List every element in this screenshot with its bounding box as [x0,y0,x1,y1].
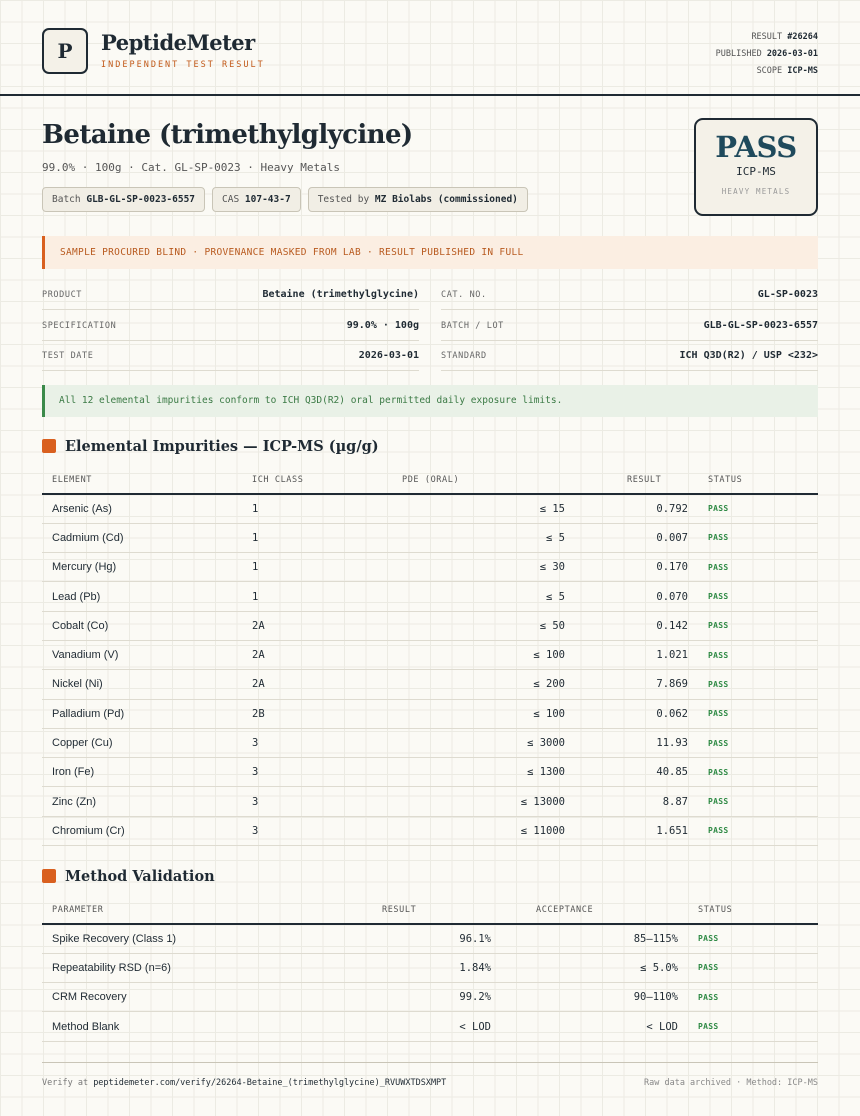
result-number: #26264 [787,32,818,42]
impurity-element: Palladium (Pd) [42,699,242,728]
validation-acceptance: 85–115% [491,924,678,953]
impurity-class: 3 [242,816,342,845]
impurity-pde: ≤ 100 [342,640,565,669]
impurity-result: 0.170 [565,553,688,582]
impurity-status: PASS [688,787,818,816]
verdict-method: ICP-MS [736,165,776,178]
impurity-result: 40.85 [565,758,688,787]
brand-name: PeptideMeter [101,30,255,55]
info-value: 2026-03-01 [358,350,419,361]
cas-chip [212,187,301,212]
impurity-result: 0.070 [565,582,688,611]
info-label: TEST DATE [42,351,94,361]
impurity-result: 0.007 [565,523,688,552]
impurity-status: PASS [688,728,818,757]
validation-row [42,953,818,982]
impurity-row [42,611,818,640]
impurity-result: 0.792 [565,494,688,523]
provenance-banner: SAMPLE PROCURED BLIND · PROVENANCE MASKED FROM LAB · RESULT PUBLISHED IN FULL [42,236,818,269]
info-label: STANDARD [441,351,487,361]
impurity-status: PASS [688,816,818,845]
info-standard [441,341,818,371]
validation-header-row [42,897,818,924]
info-label: CAT. NO. [441,290,487,300]
col-val-status: STATUS [678,897,818,924]
info-label: PRODUCT [42,290,83,300]
impurity-pde: ≤ 3000 [342,728,565,757]
impurity-row [42,699,818,728]
impurity-element: Iron (Fe) [42,758,242,787]
report-meta [716,29,818,80]
validation-result: 96.1% [368,924,491,953]
footer-note: Raw data archived · Method: ICP-MS [644,1078,818,1088]
impurity-element: Cadmium (Cd) [42,523,242,552]
col-element: ELEMENT [42,467,242,494]
impurity-result: 0.062 [565,699,688,728]
validation-row [42,1012,818,1041]
validation-parameter: CRM Recovery [42,983,368,1012]
impurity-element: Zinc (Zn) [42,787,242,816]
validation-status: PASS [678,924,818,953]
impurity-row [42,816,818,845]
impurity-pde: ≤ 30 [342,553,565,582]
validation-result: 1.84% [368,953,491,982]
impurity-row [42,670,818,699]
impurity-element: Mercury (Hg) [42,553,242,582]
validation-parameter: Spike Recovery (Class 1) [42,924,368,953]
verdict-badge [694,118,818,216]
impurity-row [42,758,818,787]
validation-status: PASS [678,1012,818,1041]
validation-table [42,897,818,1042]
validation-status: PASS [678,983,818,1012]
impurity-pde: ≤ 100 [342,699,565,728]
info-value: 99.0% · 100g [346,320,419,331]
col-pde: PDE (ORAL) [342,467,565,494]
impurities-title: Elemental Impurities — ICP-MS (µg/g) [65,438,379,455]
col-acceptance: ACCEPTANCE [491,897,678,924]
product-chips [42,187,528,212]
impurity-pde: ≤ 13000 [342,787,565,816]
verdict-result: PASS [715,130,797,164]
batch-chip [42,187,205,212]
impurity-pde: ≤ 5 [342,523,565,552]
result-label: RESULT [751,32,783,42]
impurity-pde: ≤ 50 [342,611,565,640]
published-label: PUBLISHED [715,49,762,59]
cas-chip-label: CAS [222,194,240,205]
impurity-class: 2A [242,670,342,699]
impurity-pde: ≤ 1300 [342,758,565,787]
impurity-pde: ≤ 200 [342,670,565,699]
impurity-row [42,494,818,523]
impurity-result: 1.651 [565,816,688,845]
footer-divider [42,1062,818,1063]
info-label: BATCH / LOT [441,321,504,331]
validation-result: 99.2% [368,983,491,1012]
info-test-date [42,341,419,371]
verify-link[interactable]: peptidemeter.com/verify/26264-Betaine_(trimethylglycine)_RVUWXTDSXMPT [93,1078,447,1088]
impurity-status: PASS [688,699,818,728]
impurity-result: 0.142 [565,611,688,640]
impurity-class: 1 [242,494,342,523]
logo [42,28,88,74]
impurity-row [42,787,818,816]
section-square-icon [42,439,56,453]
impurity-element: Arsenic (As) [42,494,242,523]
impurity-element: Chromium (Cr) [42,816,242,845]
impurity-status: PASS [688,553,818,582]
scope-value: ICP-MS [787,66,818,76]
col-parameter: PARAMETER [42,897,368,924]
validation-row [42,924,818,953]
impurity-element: Lead (Pb) [42,582,242,611]
report-header [0,0,860,96]
impurity-status: PASS [688,494,818,523]
impurity-status: PASS [688,523,818,552]
verify-prefix: Verify at [42,1078,89,1088]
cas-chip-value: 107-43-7 [244,194,291,205]
impurities-header-row [42,467,818,494]
validation-parameter: Method Blank [42,1012,368,1041]
info-value: GLB-GL-SP-0023-6557 [703,320,818,331]
impurity-class: 3 [242,787,342,816]
info-product [42,280,419,310]
impurity-class: 2A [242,640,342,669]
info-value: Betaine (trimethylglycine) [262,289,419,300]
impurity-pde: ≤ 5 [342,582,565,611]
info-value: ICH Q3D(R2) / USP <232> [679,350,818,361]
tested-by-chip [308,187,528,212]
validation-acceptance: ≤ 5.0% [491,953,678,982]
validation-acceptance: < LOD [491,1012,678,1041]
info-specification [42,311,419,341]
impurity-row [42,728,818,757]
logo-letter: P [57,39,73,63]
section-square-icon [42,869,56,883]
impurity-row [42,523,818,552]
impurity-result: 1.021 [565,640,688,669]
impurity-class: 2B [242,699,342,728]
tested-by-value: MZ Biolabs (commissioned) [374,194,518,205]
conformity-notice: All 12 elemental impurities conform to ICH Q3D(R2) oral permitted daily exposure limits. [42,385,818,417]
impurity-pde: ≤ 11000 [342,816,565,845]
impurities-table [42,467,818,846]
impurity-class: 3 [242,758,342,787]
validation-result: < LOD [368,1012,491,1041]
validation-title: Method Validation [65,868,215,885]
validation-parameter: Repeatability RSD (n=6) [42,953,368,982]
batch-chip-label: Batch [52,194,81,205]
impurity-class: 1 [242,582,342,611]
product-subtitle: 99.0% · 100g · Cat. GL-SP-0023 · Heavy Metals [42,161,341,174]
validation-acceptance: 90–110% [491,983,678,1012]
batch-chip-value: GLB-GL-SP-0023-6557 [86,194,196,205]
impurity-class: 1 [242,523,342,552]
impurity-row [42,553,818,582]
impurity-element: Cobalt (Co) [42,611,242,640]
col-val-result: RESULT [368,897,491,924]
info-label: SPECIFICATION [42,321,117,331]
info-batch [441,311,818,341]
col-ich-class: ICH CLASS [242,467,342,494]
validation-row [42,983,818,1012]
impurity-status: PASS [688,611,818,640]
brand-tagline: INDEPENDENT TEST RESULT [101,60,265,70]
scope-label: SCOPE [756,66,783,76]
impurity-status: PASS [688,758,818,787]
impurity-element: Copper (Cu) [42,728,242,757]
impurity-result: 11.93 [565,728,688,757]
impurity-element: Nickel (Ni) [42,670,242,699]
product-title: Betaine (trimethylglycine) [42,120,413,150]
col-result: RESULT [565,467,688,494]
impurity-pde: ≤ 15 [342,494,565,523]
impurity-class: 1 [242,553,342,582]
validation-heading [42,868,215,885]
info-value: GL-SP-0023 [757,289,818,300]
col-status: STATUS [688,467,818,494]
impurity-class: 3 [242,728,342,757]
verdict-category: HEAVY METALS [721,187,791,196]
impurity-result: 8.87 [565,787,688,816]
impurity-status: PASS [688,640,818,669]
impurities-heading [42,438,379,455]
validation-status: PASS [678,953,818,982]
impurity-result: 7.869 [565,670,688,699]
verify-text [42,1078,446,1088]
info-cat-no [441,280,818,310]
tested-by-label: Tested by [317,194,370,205]
impurity-element: Vanadium (V) [42,640,242,669]
impurity-status: PASS [688,582,818,611]
impurity-status: PASS [688,670,818,699]
published-date: 2026-03-01 [766,49,818,59]
impurity-row [42,640,818,669]
impurity-row [42,582,818,611]
impurity-class: 2A [242,611,342,640]
